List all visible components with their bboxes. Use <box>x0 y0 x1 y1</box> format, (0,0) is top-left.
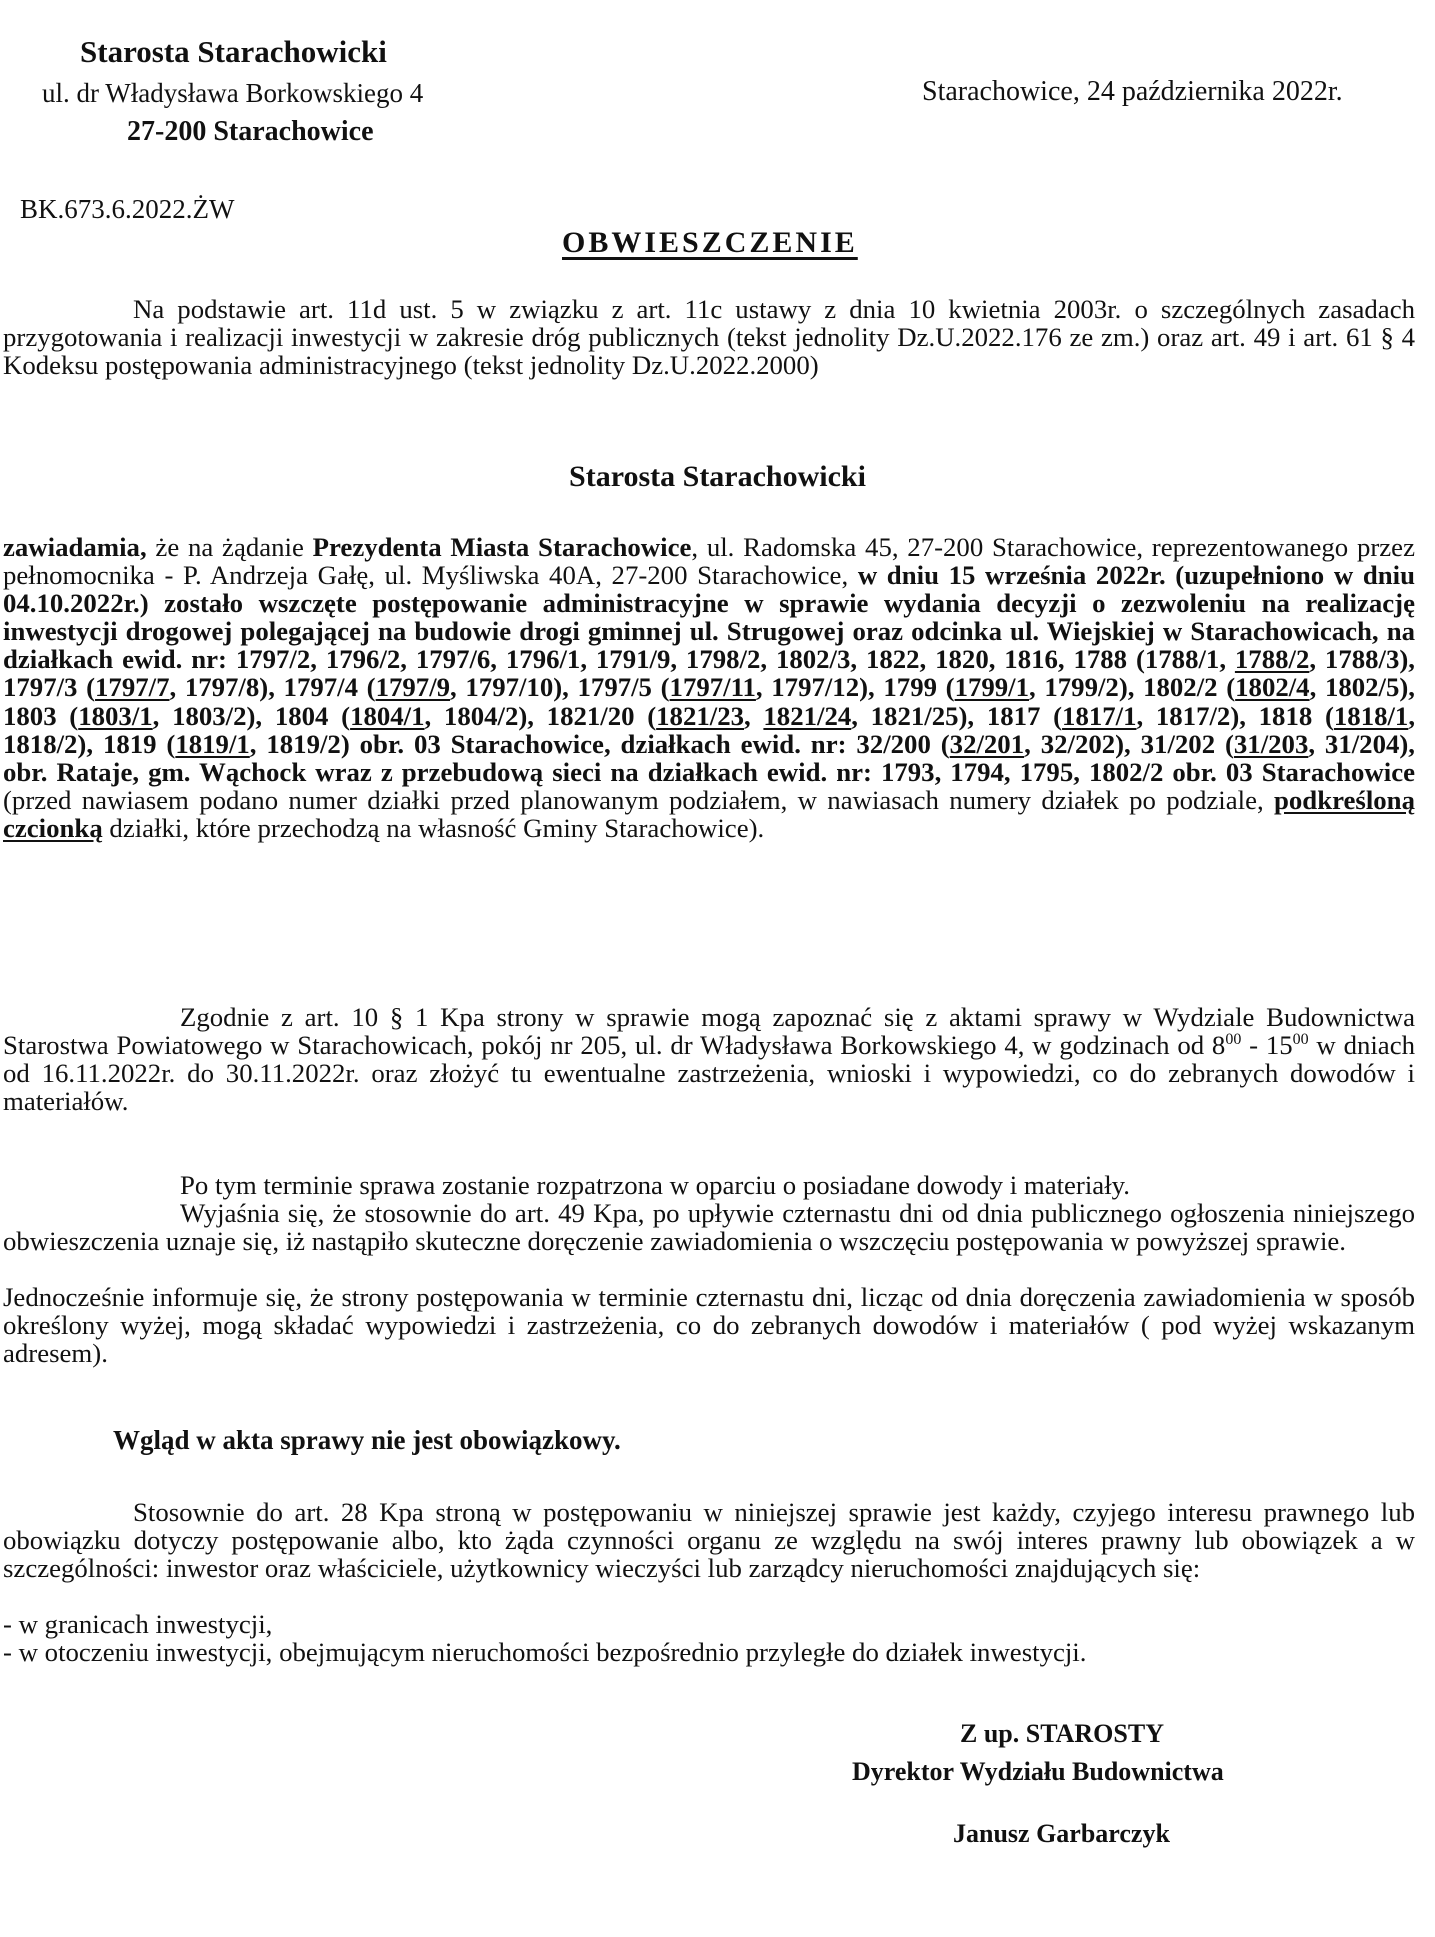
parcel-list: , 1797/12), 1799 ( <box>755 672 955 703</box>
parcel-list: , 1802/5), 1803 ( <box>3 672 1416 731</box>
parcel-list: , 1799/2), 1802/2 ( <box>1029 672 1236 703</box>
issuer-heading-text: Starosta Starachowicki <box>569 460 866 493</box>
parcel-list: , 1817/2), 1818 ( <box>1136 700 1334 731</box>
parcel-list: , 32/202), 31/202 ( <box>1024 728 1234 759</box>
parcel-underlined: 1803/1 <box>78 700 153 731</box>
underline-legend: podkreśloną czcionką <box>3 784 1415 843</box>
signature-position: Dyrektor Wydziału Budownictwa <box>852 1757 1224 1786</box>
bullet-item: - w granicach inwestycji, <box>3 1609 273 1639</box>
authority-name: Starosta Starachowicki <box>80 34 387 69</box>
parcel-list: , 1819/2) obr. 03 Starachowice, działkach ewid. nr: 32/200 ( <box>249 728 950 759</box>
proceeding-details: w dniu 15 września 2022r. (uzupełniono w dniu 04.10.2022r.) zostało wszczęte postępowanie administracyjne w sprawie wydania decyzji o zezwoleniu na realizację inwestycji drogowej polegającej na budowie drogi gminnej ul. Strugowej oraz odcinka ul. Wiejskiej w Starachowicach, na działkach ewid. nr: 1797/2, 1796/2, 1797/6, 1796/1, 1791/9, 1798/2, 1802/3, 1822, 1820, 1816, 1788 (1788/1, <box>3 560 1416 675</box>
parcel-list: , 1797/10), 1797/5 ( <box>450 672 670 703</box>
hours-to-sup: 00 <box>1292 1031 1309 1049</box>
parcel-underlined: 1818/1 <box>1333 700 1409 731</box>
parcel-underlined: 1821/24 <box>763 700 852 731</box>
authority-postal-city: 27-200 Starachowice <box>127 116 374 147</box>
parcel-note-end: działki, które przechodzą na własność Gminy Starachowice). <box>102 812 765 843</box>
files-access-paragraph <box>3 1003 1415 1115</box>
parcel-list: , 1821/25), 1817 ( <box>851 700 1063 731</box>
parcel-list: , 1788/3), 1797/3 ( <box>3 644 1415 703</box>
document-title: OBWIESZCZENIE <box>562 226 858 259</box>
parcel-list: , <box>744 700 764 731</box>
signature-authorization: Z up. STAROSTY <box>960 1719 1164 1748</box>
applicant-address: , ul. Radomska 45, 27-200 Starachowice, reprezentowanego przez pełnomocnika - P. Andrzeja Gałę, ul. Myśliwska 40A, 27-200 Starachowice, <box>3 532 1415 591</box>
notice-paragraph <box>3 533 1415 842</box>
notice-text: że na żądanie <box>146 532 313 562</box>
information-paragraph: Jednocześnie informuje się, że strony postępowania w terminie czternastu dni, licząc od dnia doręczenia zawiadomienia w sposób określony wyżej, mogą składać wypowiedzi i zastrzeżenia, co do zebranych dowodów i materiałów ( pod wyżej wskazanym adresem). <box>3 1282 1415 1369</box>
notice-verb: zawiadamia, <box>3 532 147 562</box>
parties-paragraph: Stosownie do art. 28 Kpa stroną w postępowaniu w niniejszej sprawie jest każdy, czyjego interesu prawnego lub obowiązku dotyczy postępowanie albo, kto żąda czynności organu ze względu na swój interes prawny lub obowiązek a w szczególności: inwestor oraz właściciele, użytkownicy wieczyści lub zarządcy nieruchomości znajdujących się: <box>3 1497 1415 1584</box>
parcel-underlined: 1819/1 <box>175 728 250 759</box>
files-access-text: Zgodnie z art. 10 § 1 Kpa strony w sprawie mogą zapoznać się z aktami sprawy w Wydziale Budownictwa Starostwa Powiatowego w Starachowicach, pokój nr 205, ul. dr Władysława Borkowskiego 4, w godzinach od 8 <box>3 1002 1415 1061</box>
parcel-underlined: 1797/9 <box>375 672 451 703</box>
bullet-item: - w otoczeniu inwestycji, obejmującym nieruchomości bezpośrednio przyległe do działek inwestycji. <box>3 1637 1087 1667</box>
parcel-underlined: 1799/1 <box>954 672 1030 703</box>
case-number: BK.673.6.2022.ŻW <box>20 194 235 224</box>
issuer-heading <box>0 460 1435 494</box>
legal-basis-paragraph: Na podstawie art. 11d ust. 5 w związku z art. 11c ustawy z dnia 10 kwietnia 2003r. o szczególnych zasadach przygotowania i realizacji inwestycji w zakresie dróg publicznych (tekst jednolity Dz.U.2022.176 ze zm.) oraz art. 49 i art. 61 § 4 Kodeksu postępowania administracyjnego (tekst jednolity Dz.U.2022.2000) <box>3 294 1415 381</box>
parcel-underlined: 1817/1 <box>1062 700 1137 731</box>
parcel-underlined: 32/201 <box>949 728 1025 759</box>
parcel-underlined: 1821/23 <box>656 700 744 731</box>
applicant-name: Prezydenta Miasta Starachowice <box>312 532 692 562</box>
parcel-list: , 31/204), obr. Rataje, gm. Wąchock wraz z przebudową sieci na działkach ewid. nr: 1793, 1794, 1795, 1802/2 obr. 03 Starachowice <box>3 728 1415 787</box>
parcel-list: , 1797/8), 1797/4 ( <box>169 672 376 703</box>
parcel-underlined: 31/203 <box>1233 728 1309 759</box>
place-date: Starachowice, 24 października 2022r. <box>922 76 1343 107</box>
parcel-list: , 1804/2), 1821/20 ( <box>424 700 657 731</box>
parcel-list: , 1803/2), 1804 ( <box>152 700 351 731</box>
hours-from-sup: 00 <box>1225 1031 1242 1049</box>
inspection-note-text: Wgląd w akta sprawy nie jest obowiązkowy. <box>113 1425 621 1455</box>
parcel-underlined: 1804/1 <box>350 700 425 731</box>
parcel-list: , 1818/2), 1819 ( <box>3 700 1416 759</box>
parcel-underlined: 1788/2 <box>1234 644 1310 675</box>
parcel-underlined: 1797/7 <box>95 672 170 703</box>
explanation-paragraph: Wyjaśnia się, że stosownie do art. 49 Kpa, po upływie czternastu dni od dnia publicznego ogłoszenia niniejszego obwieszczenia uznaje się, iż nastąpiło skuteczne doręczenie zawiadomienia o wszczęciu postępowania w powyższej sprawie. <box>3 1198 1415 1257</box>
parcel-note: (przed nawiasem podano numer działki przed planowanym podziałem, w nawiasach numery działek po podziale, <box>3 784 1274 815</box>
signature-name: Janusz Garbarczyk <box>953 1819 1170 1848</box>
files-access-text: w dniach od 16.11.2022r. do 30.11.2022r. oraz złożyć tu ewentualne zastrzeżenia, wnioski i wypowiedzi, co do zebranych dowodów i materiałów. <box>3 1030 1415 1117</box>
parcel-underlined: 1797/11 <box>669 672 756 703</box>
after-deadline-paragraph: Po tym terminie sprawa zostanie rozpatrzona w oparciu o posiadane dowody i materiały. <box>180 1170 1130 1200</box>
inspection-note <box>113 1425 621 1456</box>
files-access-text: - 15 <box>1241 1030 1293 1061</box>
parcel-underlined: 1802/4 <box>1235 672 1310 703</box>
authority-street: ul. dr Władysława Borkowskiego 4 <box>42 78 424 108</box>
